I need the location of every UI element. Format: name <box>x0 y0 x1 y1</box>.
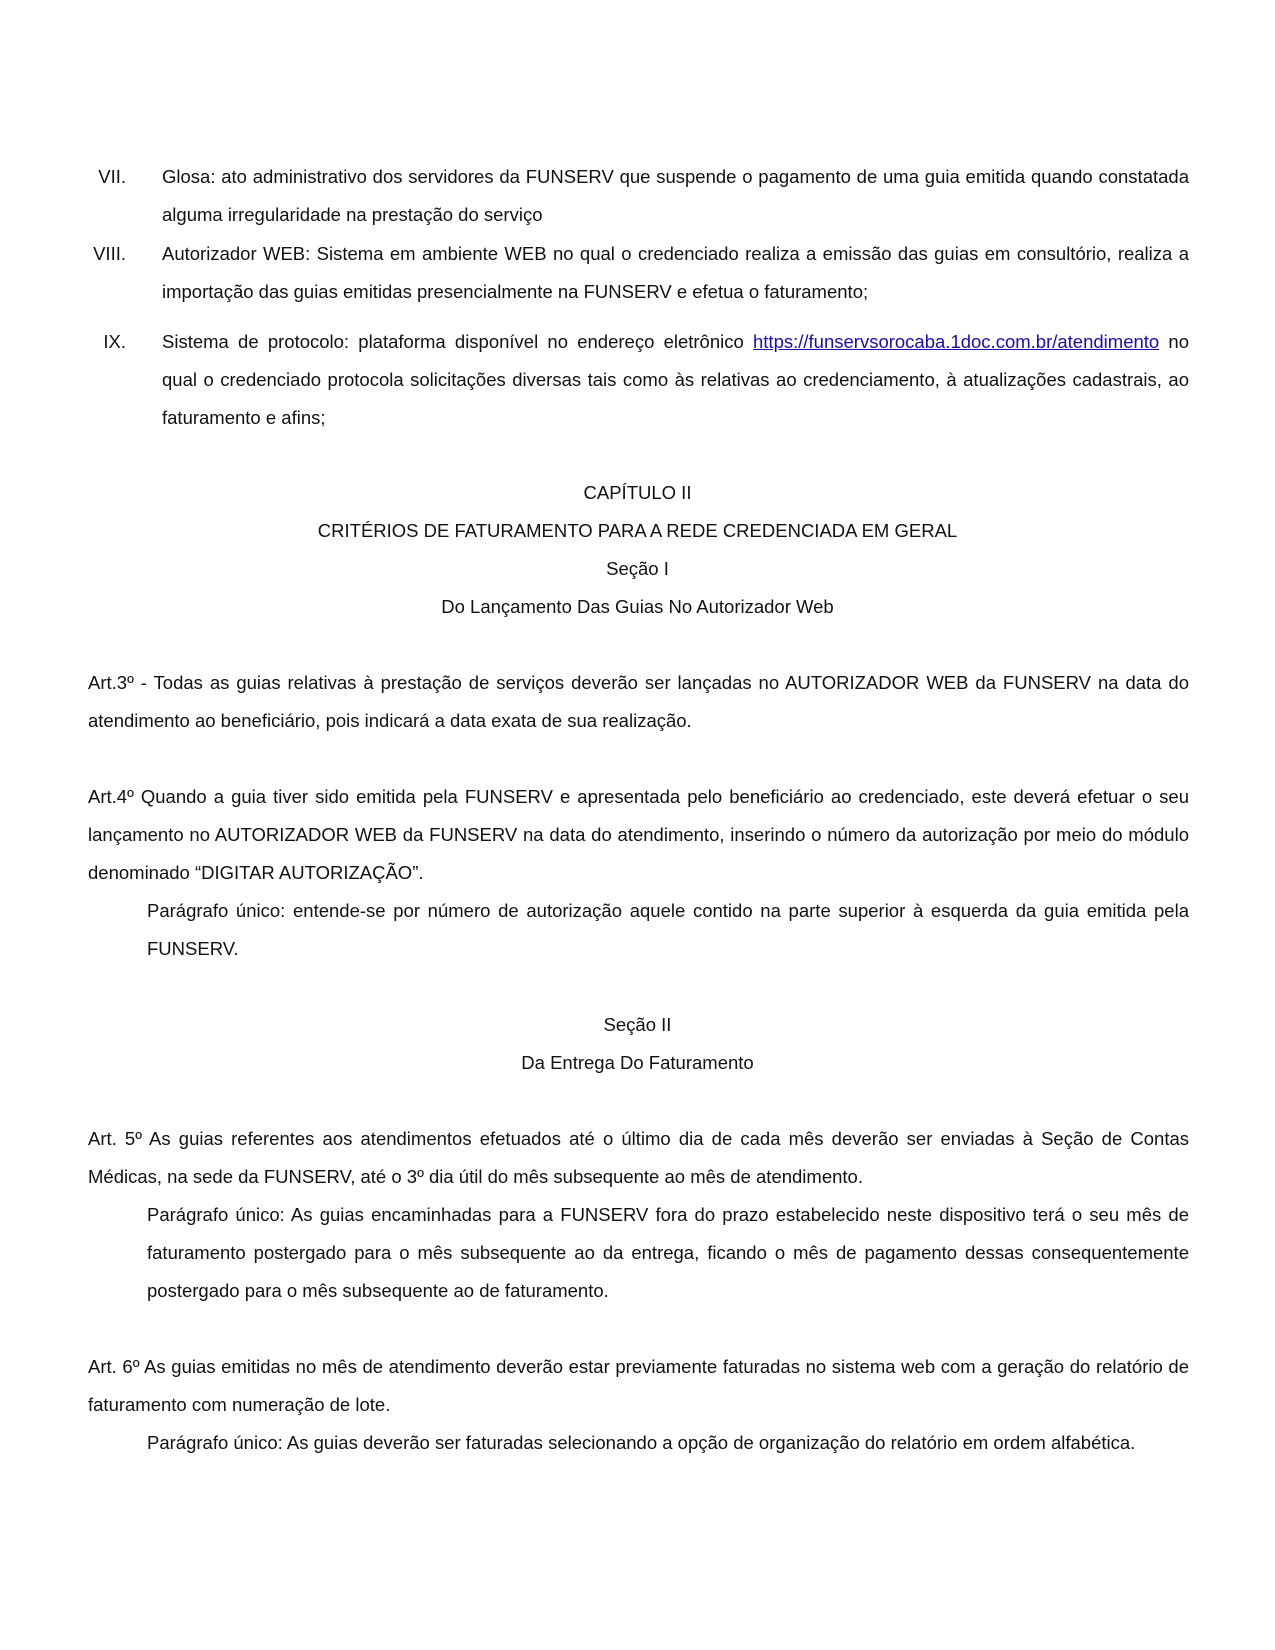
item-number: IX. <box>103 331 126 352</box>
article-6: Art. 6º As guias emitidas no mês de atendimento deverão estar previamente faturadas no sistema web com a geração do relatório de faturamento com numeração de lote. <box>88 1356 1189 1415</box>
article-3: Art.3º - Todas as guias relativas à prestação de serviços deverão ser lançadas no AUTORIZADOR WEB da FUNSERV na data do atendimento ao beneficiário, pois indicará a data exata de sua realização. <box>88 672 1189 731</box>
item-text <box>162 323 1189 437</box>
article-4: Art.4º Quando a guia tiver sido emitida pela FUNSERV e apresentada pelo beneficiário ao credenciado, este deverá efetuar o seu lançamento no AUTORIZADOR WEB da FUNSERV na data do atendimento, inserindo o número da autorização por meio do módulo denominado “DIGITAR AUTORIZAÇÃO”. <box>88 786 1189 883</box>
article-5-paragraph: Parágrafo único: As guias encaminhadas para a FUNSERV fora do prazo estabelecido neste dispositivo terá o seu mês de faturamento postergado para o mês subsequente ao da entrega, ficando o mês de pagamento dessas consequentemente postergado para o mês subsequente ao de faturamento. <box>147 1204 1189 1301</box>
item-text: Autorizador WEB: Sistema em ambiente WEB no qual o credenciado realiza a emissão das guias em consultório, realiza a importação das guias emitidas presencialmente na FUNSERV e efetua o faturamento; <box>162 243 1189 302</box>
list-item-viii <box>86 235 1189 311</box>
item-number: VII. <box>98 166 126 187</box>
chapter-title: CAPÍTULO II <box>583 482 692 503</box>
item-text-after: no qual o credenciado protocola solicitações diversas tais como às relativas ao credenciamento, à atualizações cadastrais, ao faturamento e afins; <box>162 331 1189 428</box>
list-item-vii <box>86 158 1189 234</box>
section2-subtitle: Da Entrega Do Faturamento <box>521 1052 754 1073</box>
item-text: Glosa: ato administrativo dos servidores da FUNSERV que suspende o pagamento de uma guia emitida quando constatada alguma irregularidade na prestação do serviço <box>162 166 1189 225</box>
list-item-ix <box>86 323 1189 437</box>
article-6-paragraph: Parágrafo único: As guias deverão ser faturadas selecionando a opção de organização do relatório em ordem alfabética. <box>147 1432 1136 1453</box>
item-text-before: Sistema de protocolo: plataforma disponível no endereço eletrônico <box>162 331 753 352</box>
section1-subtitle: Do Lançamento Das Guias No Autorizador Web <box>441 596 834 617</box>
item-number: VIII. <box>93 243 126 264</box>
protocol-link[interactable]: https://funservsorocaba.1doc.com.br/atendimento <box>753 331 1160 352</box>
chapter-subtitle: CRITÉRIOS DE FATURAMENTO PARA A REDE CREDENCIADA EM GERAL <box>317 520 958 541</box>
article-5: Art. 5º As guias referentes aos atendimentos efetuados até o último dia de cada mês deverão ser enviadas à Seção de Contas Médicas, na sede da FUNSERV, até o 3º dia útil do mês subsequente ao mês de atendimento. <box>88 1128 1189 1187</box>
article-4-paragraph: Parágrafo único: entende-se por número de autorização aquele contido na parte superior à esquerda da guia emitida pela FUNSERV. <box>147 900 1189 959</box>
section1-title: Seção I <box>606 558 669 579</box>
section2-title: Seção II <box>603 1014 672 1035</box>
